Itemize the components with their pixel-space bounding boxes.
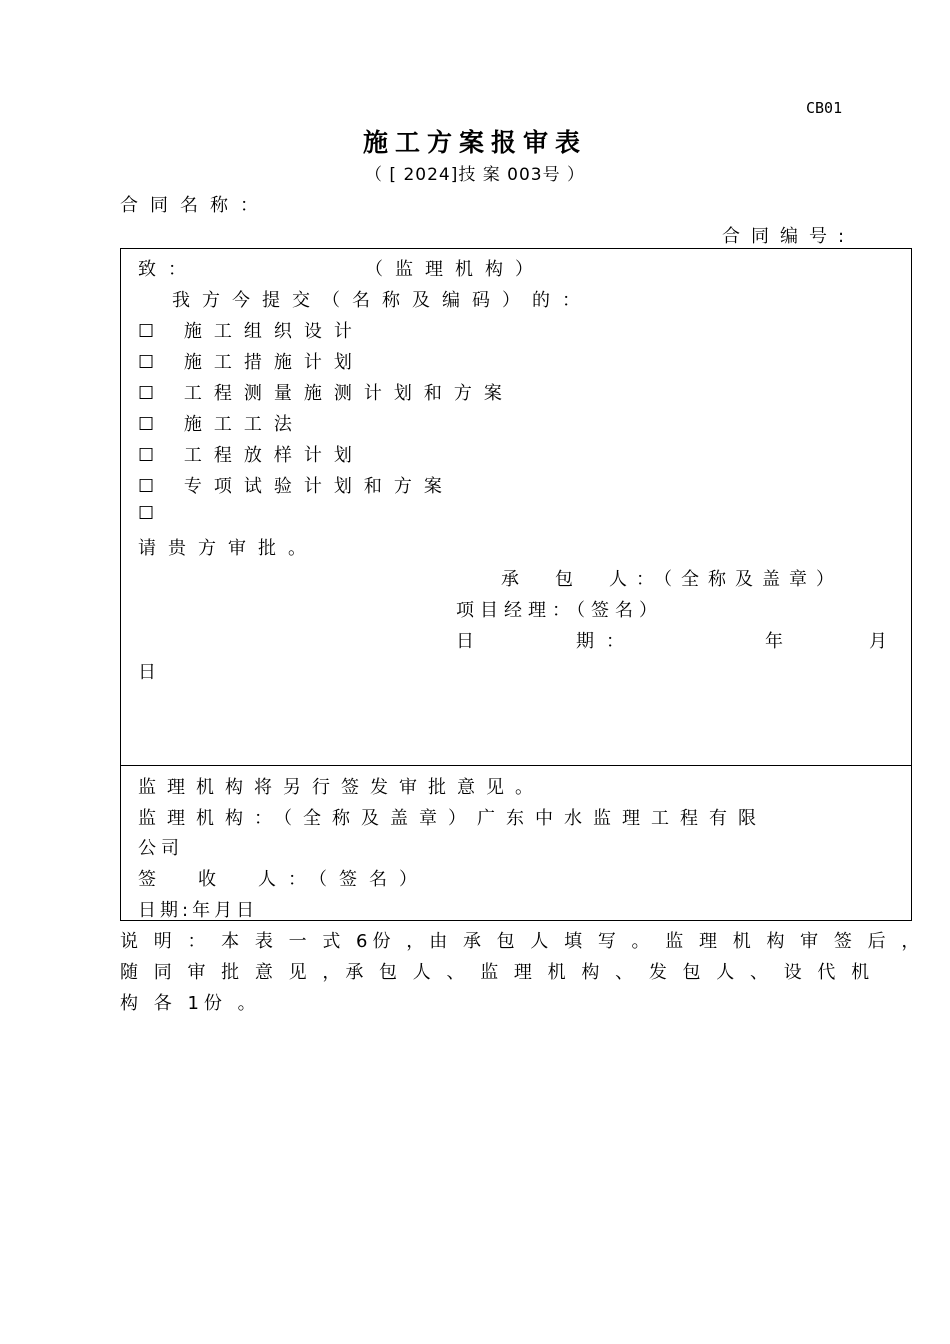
checkbox-item-construction-design[interactable]: ☐ 施工组织设计 [138, 321, 364, 342]
project-manager-signature: 项目经理：（签名） [456, 600, 663, 621]
date-day: 日 [138, 662, 168, 683]
approval-request: 请贵方审批。 [138, 538, 318, 559]
section-divider [121, 765, 911, 766]
footnote-line-2: 随 同 审 批 意 见 ，承 包 人 、 监 理 机 构 、 发 包 人 、 设 代 机 [120, 962, 875, 983]
checkbox-item-survey-plan[interactable]: ☐ 工程测量施测计划和方案 [138, 383, 514, 404]
footnote-line-1: 说 明 ： 本 表 一 式 6份 ，由 承 包 人 填 写 。 监 理 机 构 审 签 后 ， [120, 931, 925, 952]
supervisor-org-stamp: 监理机构：（全称及盖章）广东中水监理工程有限 [138, 808, 767, 829]
checkbox-item-special-test-plan[interactable]: ☐ 专项试验计划和方案 [138, 476, 454, 497]
supervisor-org: （监理机构） [365, 259, 545, 280]
supervisor-note: 监理机构将另行签发审批意见。 [138, 777, 544, 798]
contractor-signature: 承 包 人：（全称及盖章） [501, 569, 843, 590]
date-month: 月 [869, 631, 899, 652]
date-label: 日 期： [456, 631, 636, 652]
checkbox-item-measures-plan[interactable]: ☐ 施工措施计划 [138, 352, 364, 373]
date-year: 年 [765, 631, 795, 652]
form-code: CB01 [806, 99, 843, 117]
contract-name-label: 合同名称： [120, 195, 270, 216]
checkbox-item-setting-out-plan[interactable]: ☐ 工程放样计划 [138, 445, 364, 466]
checkbox-item-construction-method[interactable]: ☐ 施工工法 [138, 414, 304, 435]
receiver-signature: 签 收 人：（签名） [138, 869, 429, 890]
supervisor-org-stamp-cont: 公司 [138, 838, 184, 859]
to-label: 致： [138, 259, 198, 280]
contract-number-label: 合同编号: [722, 226, 856, 247]
footnote-line-3: 构 各 1份 。 [120, 993, 261, 1014]
form-table [120, 248, 912, 921]
submission-intro: 我方今提交（名称及编码）的： [172, 290, 592, 311]
document-number: （ [ 2024]技 案 003号 ） [365, 165, 585, 185]
receipt-date: 日期:年月日 [138, 900, 259, 921]
page-title: 施工方案报审表 [362, 128, 587, 157]
checkbox-item-other[interactable]: ☐ [138, 503, 167, 524]
